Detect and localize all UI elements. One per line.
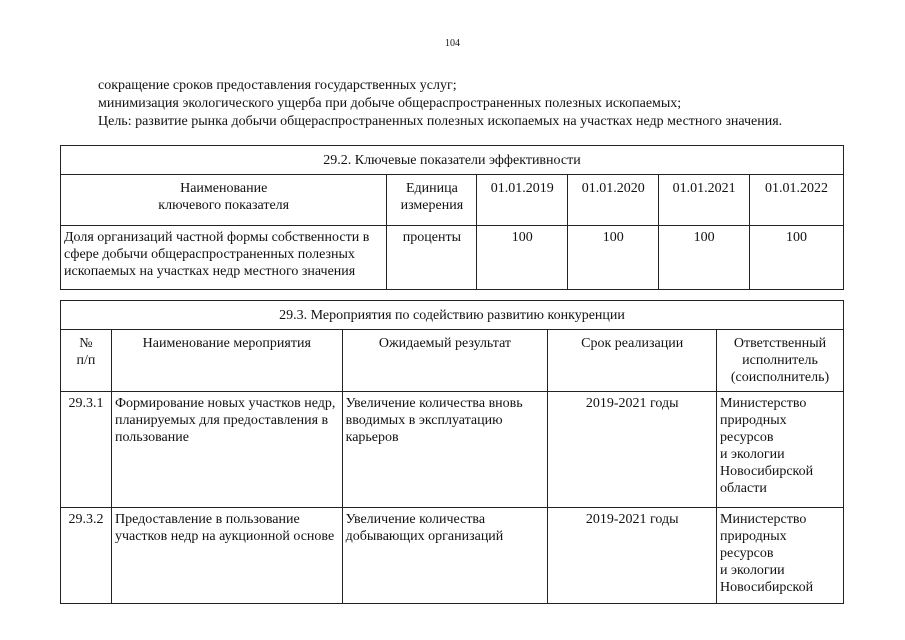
kpi-row-value: 100: [568, 226, 659, 290]
kpi-header-date: 01.01.2020: [568, 175, 659, 226]
table-row: [61, 392, 844, 508]
kpi-header-unit: Единица измерения: [387, 175, 477, 226]
measures-row-num: 29.3.1: [61, 392, 112, 508]
measures-row-result: Увеличение количества вновь вводимых в эксплуатацию карьеров: [342, 392, 548, 508]
kpi-header-date: 01.01.2021: [659, 175, 750, 226]
intro-line: минимизация экологического ущерба при добыче общераспространенных полезных ископаемых;: [98, 96, 682, 111]
measures-row-term: 2019-2021 годы: [548, 508, 717, 604]
kpi-table: [60, 145, 844, 290]
page-number: 104: [445, 38, 460, 49]
kpi-header-name: Наименование ключевого показателя: [61, 175, 387, 226]
kpi-header-date: 01.01.2022: [750, 175, 844, 226]
measures-table: [60, 300, 844, 604]
measures-row-result: Увеличение количества добывающих организаций: [342, 508, 548, 604]
kpi-row-value: 100: [659, 226, 750, 290]
measures-header-result: Ожидаемый результат: [342, 330, 548, 392]
table-row: [61, 226, 844, 290]
measures-header-name: Наименование мероприятия: [111, 330, 342, 392]
measures-row-name: Формирование новых участков недр, планируемых для предоставления в пользование: [111, 392, 342, 508]
kpi-table-title: 29.2. Ключевые показатели эффективности: [61, 146, 844, 175]
measures-row-num: 29.3.2: [61, 508, 112, 604]
measures-row-name: Предоставление в пользование участков недр на аукционной основе: [111, 508, 342, 604]
measures-row-resp: Министерство природных ресурсов и экологии Новосибирской области: [717, 392, 844, 508]
measures-header-term: Срок реализации: [548, 330, 717, 392]
kpi-row-value: 100: [750, 226, 844, 290]
measures-row-resp: Министерство природных ресурсов и экологии Новосибирской: [717, 508, 844, 604]
kpi-row-name: Доля организаций частной формы собственности в сфере добычи общераспространенных полезных ископаемых на участках недр местного значения: [61, 226, 387, 290]
kpi-header-date: 01.01.2019: [477, 175, 568, 226]
measures-header-resp: Ответственный исполнитель (соисполнитель): [717, 330, 844, 392]
measures-header-num: № п/п: [61, 330, 112, 392]
measures-row-term: 2019-2021 годы: [548, 392, 717, 508]
intro-text: [98, 77, 858, 131]
measures-table-title: 29.3. Мероприятия по содействию развитию конкуренции: [61, 301, 844, 330]
kpi-row-unit: проценты: [387, 226, 477, 290]
kpi-row-value: 100: [477, 226, 568, 290]
intro-line: сокращение сроков предоставления государственных услуг;: [98, 78, 457, 93]
table-row: [61, 508, 844, 604]
intro-line: Цель: развитие рынка добычи общераспространенных полезных ископаемых на участках недр местного значения.: [98, 114, 783, 129]
